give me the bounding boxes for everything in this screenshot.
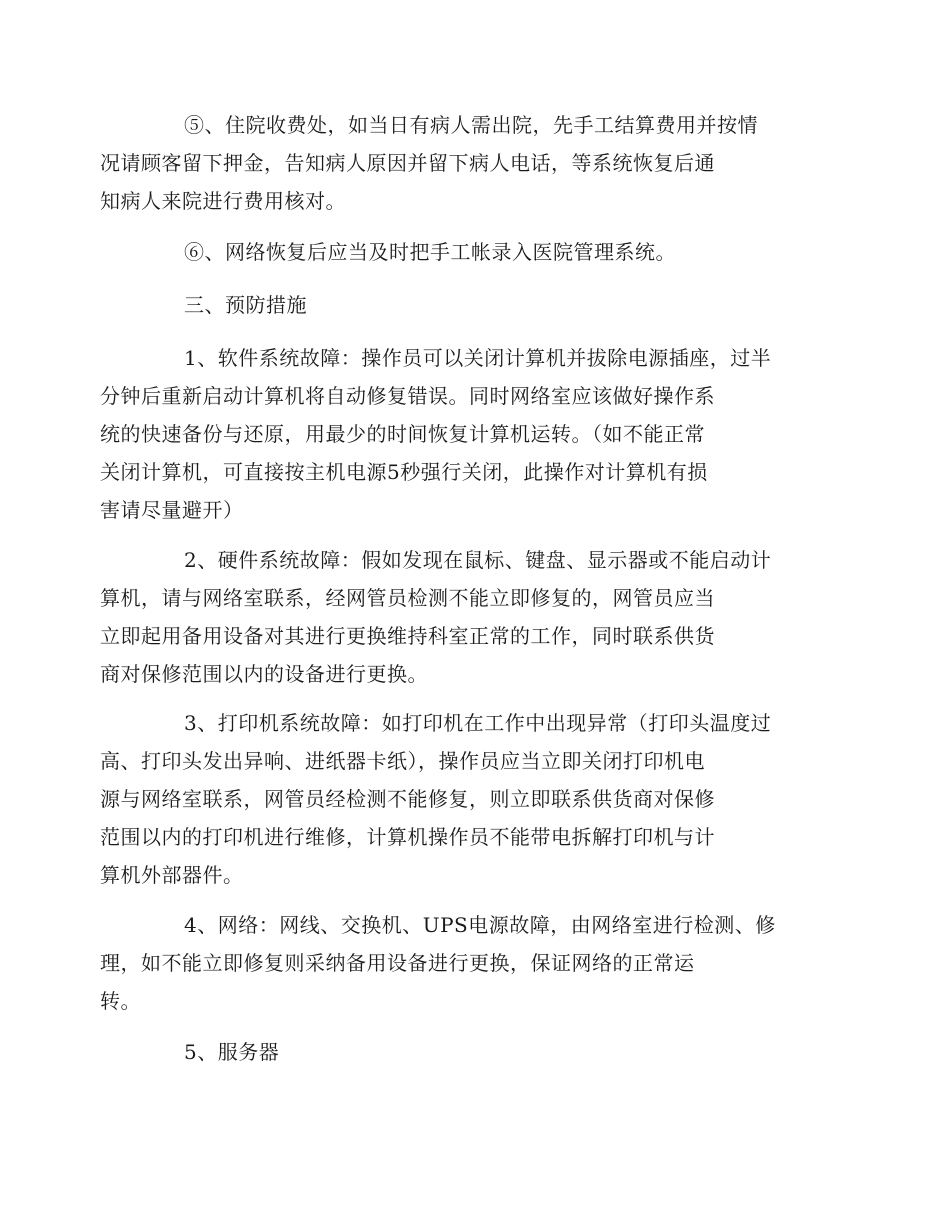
paragraph-server	[142, 1033, 807, 1071]
paragraph-software-failure	[100, 339, 807, 529]
text-line: 况请顾客留下押金，告知病人原因并留下病人电话，等系统恢复后通	[100, 151, 715, 175]
text-line: 立即起用备用设备对其进行更换维持科室正常的工作，同时联系供货	[100, 624, 715, 648]
paragraph-network-recovery	[142, 233, 807, 271]
paragraph-network-failure	[100, 906, 807, 1020]
text-line: 4、网络：网线、交换机、UPS电源故障，由网络室进行检测、修	[184, 913, 776, 937]
paragraph-inpatient-billing	[100, 106, 807, 220]
section-heading-prevention	[142, 286, 807, 324]
text-line: 3、打印机系统故障：如打印机在工作中出现异常（打印头温度过	[184, 711, 772, 735]
text-line: 算机外部器件。	[100, 863, 244, 887]
text-line: 源与网络室联系，网管员经检测不能修复，则立即联系供货商对保修	[100, 787, 715, 811]
text-line: ⑤、住院收费处，如当日有病人需出院，先手工结算费用并按情	[184, 113, 758, 137]
text-line: 转。	[100, 989, 141, 1013]
text-line: 统的快速备份与还原，用最少的时间恢复计算机运转。（如不能正常	[100, 422, 705, 446]
text-line: 知病人来院进行费用核对。	[100, 189, 346, 213]
text-line: 2、硬件系统故障：假如发现在鼠标、键盘、显示器或不能启动计	[184, 548, 772, 572]
text-line: 三、预防措施	[184, 293, 307, 317]
text-line: ⑥、网络恢复后应当及时把手工帐录入医院管理系统。	[184, 240, 676, 264]
text-line: 商对保修范围以内的设备进行更换。	[100, 662, 428, 686]
text-line: 1、软件系统故障：操作员可以关闭计算机并拔除电源插座，过半	[184, 346, 772, 370]
text-line: 关闭计算机，可直接按主机电源5秒强行关闭，此操作对计算机有损	[100, 460, 708, 484]
text-line: 理，如不能立即修复则采纳备用设备进行更换，保证网络的正常运	[100, 951, 695, 975]
text-line: 5、服务器	[184, 1040, 280, 1064]
paragraph-printer-failure	[100, 704, 807, 894]
text-line: 分钟后重新启动计算机将自动修复错误。同时网络室应该做好操作系	[100, 384, 715, 408]
text-line: 范围以内的打印机进行维修，计算机操作员不能带电拆解打印机与计	[100, 825, 715, 849]
paragraph-hardware-failure	[100, 541, 807, 693]
text-line: 算机，请与网络室联系，经网管员检测不能立即修复的，网管员应当	[100, 586, 715, 610]
text-line: 高、打印头发出异响、进纸器卡纸），操作员应当立即关闭打印机电	[100, 749, 705, 773]
text-line: 害请尽量避开）	[100, 498, 244, 522]
